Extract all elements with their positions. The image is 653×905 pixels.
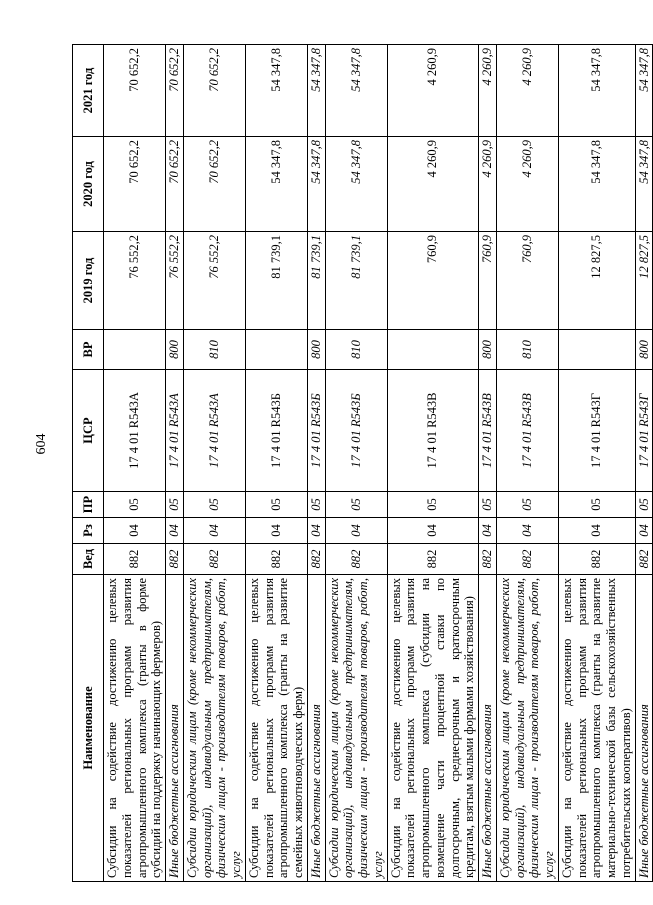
cell-name: Иные бюджетные ассигнования — [166, 575, 184, 882]
cell-2019: 12 827,5 — [558, 232, 635, 330]
cell-ved: 882 — [635, 544, 653, 575]
cell-vr — [104, 330, 166, 370]
cell-2020: 54 347,8 — [635, 137, 653, 232]
cell-rz: 04 — [387, 518, 479, 544]
cell-2020: 4 260,9 — [387, 137, 479, 232]
header-2019: 2019 год — [73, 232, 104, 330]
cell-2019: 760,9 — [496, 232, 558, 330]
cell-csr: 17 4 01 R543А — [183, 370, 245, 492]
header-name: Наименование — [73, 575, 104, 882]
cell-ved: 882 — [558, 544, 635, 575]
cell-name: Иные бюджетные ассигнования — [307, 575, 325, 882]
cell-vr: 810 — [325, 330, 387, 370]
cell-pr: 05 — [479, 492, 497, 518]
cell-2021: 70 652,2 — [183, 45, 245, 137]
cell-rz: 04 — [307, 518, 325, 544]
cell-pr: 05 — [183, 492, 245, 518]
cell-2020: 70 652,2 — [166, 137, 184, 232]
cell-csr: 17 4 01 R543Б — [325, 370, 387, 492]
cell-2021: 54 347,8 — [635, 45, 653, 137]
cell-name: Субсидии на содействие достижению целевых показателей региональных программ развития агропромышленного комплекса (гранты на развитие семейных животноводческих ферм) — [245, 575, 307, 882]
cell-csr: 17 4 01 R543В — [496, 370, 558, 492]
cell-name: Субсидии на содействие достижению целевых показателей региональных программ развития агропромышленного комплекса (гранты в форме субсидий на поддержку начинающих фермеров) — [104, 575, 166, 882]
cell-pr: 05 — [325, 492, 387, 518]
cell-pr: 05 — [245, 492, 307, 518]
cell-csr: 17 4 01 R543Г — [558, 370, 635, 492]
cell-2019: 760,9 — [479, 232, 497, 330]
cell-name: Субсидии юридическим лицам (кроме некоммерческих организаций), индивидуальным предпринимателям, физическим лицам - производителям товаров, работ, услуг — [183, 575, 245, 882]
cell-2020: 4 260,9 — [496, 137, 558, 232]
cell-2020: 70 652,2 — [104, 137, 166, 232]
cell-ved: 882 — [183, 544, 245, 575]
header-ved: Вед — [73, 544, 104, 575]
cell-2020: 54 347,8 — [325, 137, 387, 232]
cell-2021: 4 260,9 — [387, 45, 479, 137]
rotated-table-container — [72, 45, 651, 882]
cell-vr — [387, 330, 479, 370]
table-row — [496, 45, 558, 882]
cell-ved: 882 — [387, 544, 479, 575]
cell-2019: 81 739,1 — [307, 232, 325, 330]
cell-2020: 54 347,8 — [245, 137, 307, 232]
cell-2019: 76 552,2 — [183, 232, 245, 330]
header-vr: ВР — [73, 330, 104, 370]
cell-vr: 800 — [479, 330, 497, 370]
cell-rz: 04 — [325, 518, 387, 544]
cell-2019: 81 739,1 — [245, 232, 307, 330]
header-csr: ЦСР — [73, 370, 104, 492]
cell-2021: 70 652,2 — [166, 45, 184, 137]
cell-vr: 800 — [166, 330, 184, 370]
cell-name: Иные бюджетные ассигнования — [635, 575, 653, 882]
cell-ved: 882 — [166, 544, 184, 575]
cell-pr: 05 — [496, 492, 558, 518]
cell-ved: 882 — [307, 544, 325, 575]
cell-ved: 882 — [245, 544, 307, 575]
cell-pr: 05 — [635, 492, 653, 518]
table-row — [104, 45, 166, 882]
cell-rz: 04 — [166, 518, 184, 544]
table-header-row — [73, 45, 104, 882]
cell-csr: 17 4 01 R543А — [166, 370, 184, 492]
header-pr: ПР — [73, 492, 104, 518]
table-row — [245, 45, 307, 882]
table-row — [387, 45, 479, 882]
header-2020: 2020 год — [73, 137, 104, 232]
table-row — [307, 45, 325, 882]
table-row — [183, 45, 245, 882]
cell-pr: 05 — [307, 492, 325, 518]
cell-2019: 12 827,5 — [635, 232, 653, 330]
cell-2019: 760,9 — [387, 232, 479, 330]
cell-2021: 4 260,9 — [479, 45, 497, 137]
table-row — [166, 45, 184, 882]
cell-vr — [245, 330, 307, 370]
cell-vr: 800 — [635, 330, 653, 370]
cell-ved: 882 — [104, 544, 166, 575]
cell-2020: 54 347,8 — [307, 137, 325, 232]
table-row — [325, 45, 387, 882]
cell-pr: 05 — [558, 492, 635, 518]
cell-name: Субсидии юридическим лицам (кроме некоммерческих организаций), индивидуальным предпринимателям, физическим лицам - производителям товаров, работ, услуг — [325, 575, 387, 882]
cell-vr: 810 — [183, 330, 245, 370]
cell-vr — [558, 330, 635, 370]
cell-2021: 54 347,8 — [245, 45, 307, 137]
cell-csr: 17 4 01 R543В — [479, 370, 497, 492]
cell-2021: 54 347,8 — [325, 45, 387, 137]
cell-csr: 17 4 01 R543Б — [245, 370, 307, 492]
cell-name: Субсидии на содействие достижению целевых показателей региональных программ развития агропромышленного комплекса (субсидии на возмещение части процентной ставки по долгосрочным, среднесрочным и краткосрочным кредитам, взятым малыми формами хозяйствования) — [387, 575, 479, 882]
cell-2019: 81 739,1 — [325, 232, 387, 330]
cell-2021: 54 347,8 — [558, 45, 635, 137]
cell-2020: 70 652,2 — [183, 137, 245, 232]
table-row — [479, 45, 497, 882]
cell-csr: 17 4 01 R543В — [387, 370, 479, 492]
table-row — [635, 45, 653, 882]
cell-pr: 05 — [387, 492, 479, 518]
cell-csr: 17 4 01 R543А — [104, 370, 166, 492]
cell-pr: 05 — [104, 492, 166, 518]
page-number: 604 — [34, 433, 49, 455]
cell-csr: 17 4 01 R543Б — [307, 370, 325, 492]
cell-name: Иные бюджетные ассигнования — [479, 575, 497, 882]
cell-rz: 04 — [104, 518, 166, 544]
cell-ved: 882 — [496, 544, 558, 575]
rotated-page-area — [72, 45, 651, 882]
cell-2019: 76 552,2 — [104, 232, 166, 330]
cell-pr: 05 — [166, 492, 184, 518]
cell-2021: 70 652,2 — [104, 45, 166, 137]
cell-vr: 810 — [496, 330, 558, 370]
budget-table — [72, 44, 653, 882]
cell-rz: 04 — [183, 518, 245, 544]
cell-2020: 4 260,9 — [479, 137, 497, 232]
cell-2019: 76 552,2 — [166, 232, 184, 330]
cell-name: Субсидии на содействие достижению целевых показателей региональных программ развития агропромышленного комплекса (гранты на развитие материально-технической базы сельскохозяйственных потребительских кооперативов) — [558, 575, 635, 882]
cell-rz: 04 — [558, 518, 635, 544]
table-row — [558, 45, 635, 882]
cell-name: Субсидии юридическим лицам (кроме некоммерческих организаций), индивидуальным предпринимателям, физическим лицам - производителям товаров, работ, услуг — [496, 575, 558, 882]
cell-ved: 882 — [325, 544, 387, 575]
header-rz: Рз — [73, 518, 104, 544]
cell-ved: 882 — [479, 544, 497, 575]
cell-csr: 17 4 01 R543Г — [635, 370, 653, 492]
cell-rz: 04 — [635, 518, 653, 544]
cell-vr: 800 — [307, 330, 325, 370]
cell-2021: 4 260,9 — [496, 45, 558, 137]
cell-rz: 04 — [496, 518, 558, 544]
cell-rz: 04 — [479, 518, 497, 544]
cell-2021: 54 347,8 — [307, 45, 325, 137]
cell-rz: 04 — [245, 518, 307, 544]
cell-2020: 54 347,8 — [558, 137, 635, 232]
header-2021: 2021 год — [73, 45, 104, 137]
